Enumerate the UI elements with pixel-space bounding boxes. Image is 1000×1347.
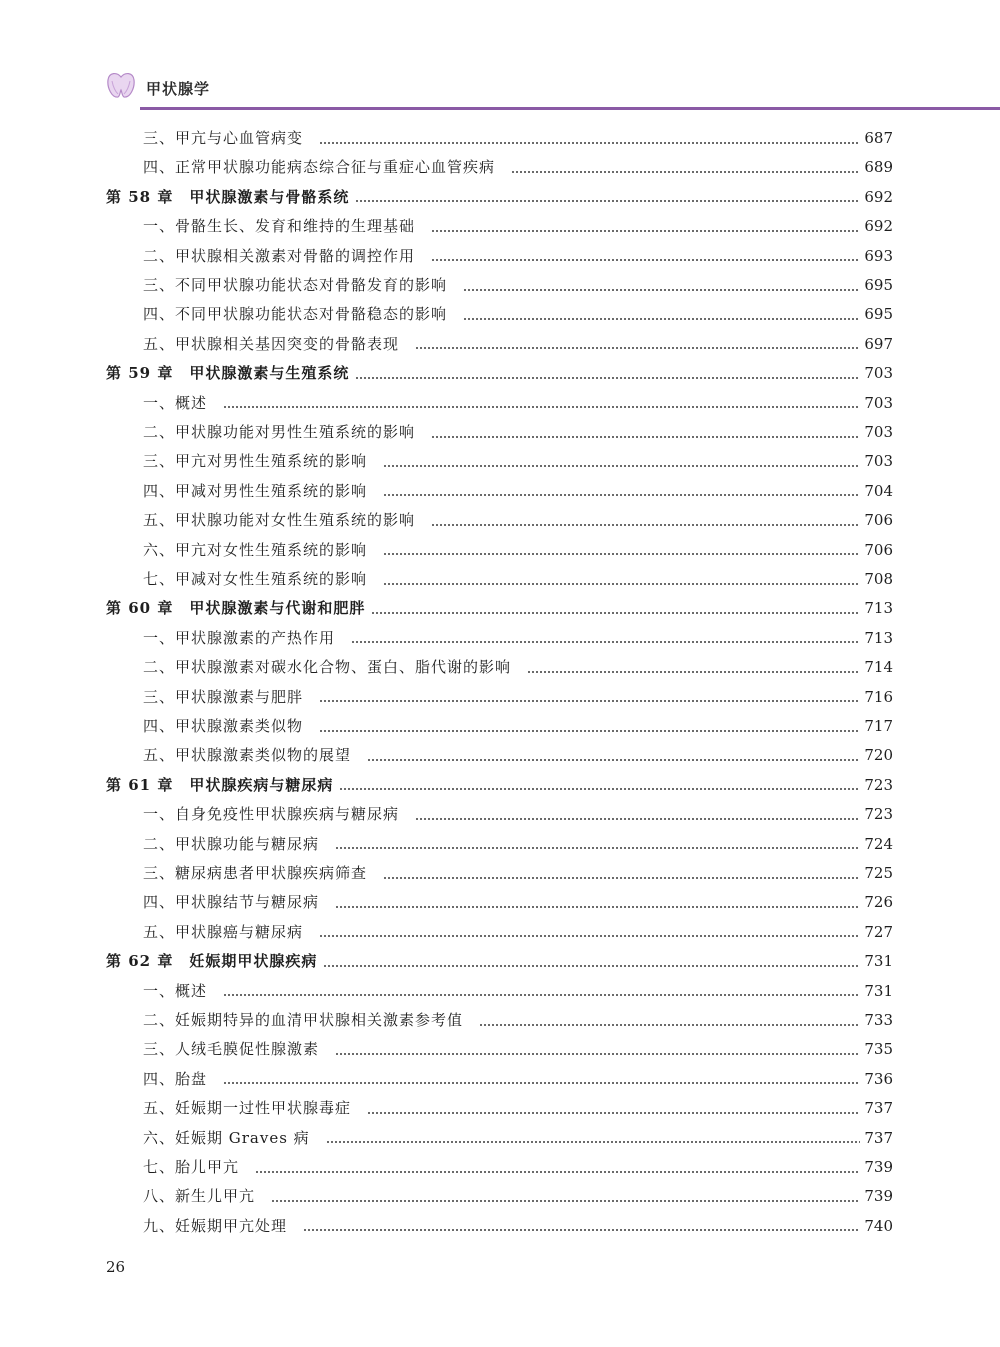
toc-entry-title: 三、糖尿病患者甲状腺疾病筛查 bbox=[143, 864, 368, 882]
dot-leader bbox=[383, 553, 860, 555]
toc-entry-page: 737 bbox=[864, 1099, 893, 1118]
dot-leader bbox=[223, 994, 860, 996]
toc-entry-page: 706 bbox=[864, 540, 893, 559]
toc-entry-title: 一、概述 bbox=[143, 981, 208, 1000]
toc-entry-title: 七、甲减对女性生殖系统的影响 bbox=[143, 570, 368, 588]
toc-entry-title: 三、甲亢对男性生殖系统的影响 bbox=[143, 452, 368, 471]
dot-leader bbox=[351, 641, 860, 643]
toc-entry-title: 六、甲亢对女性生殖系统的影响 bbox=[143, 540, 368, 559]
toc-entry-page: 708 bbox=[864, 570, 893, 588]
dot-leader bbox=[323, 965, 860, 967]
toc-section-entry bbox=[143, 1124, 893, 1153]
toc-entry-title: 四、不同甲状腺功能状态对骨骼稳态的影响 bbox=[143, 305, 448, 324]
toc-section-entry bbox=[143, 418, 893, 447]
dot-leader bbox=[511, 171, 860, 173]
toc-entry-page: 703 bbox=[864, 393, 893, 412]
dot-leader bbox=[319, 935, 860, 937]
toc-entry-page: 725 bbox=[864, 864, 893, 882]
toc-entry-title: 一、甲状腺激素的产热作用 bbox=[143, 628, 336, 647]
toc-section-entry bbox=[143, 242, 893, 271]
toc-entry-page: 723 bbox=[864, 775, 893, 794]
dot-leader bbox=[335, 1053, 860, 1055]
dot-leader bbox=[271, 1200, 860, 1202]
toc-section-entry bbox=[143, 683, 893, 712]
toc-entry-page: 706 bbox=[864, 511, 893, 530]
dot-leader bbox=[415, 818, 860, 820]
toc-entry-page: 687 bbox=[864, 129, 893, 147]
toc-entry-page: 695 bbox=[864, 276, 893, 294]
toc-section-entry bbox=[143, 124, 893, 153]
toc-chapter-entry bbox=[106, 359, 893, 388]
toc-entry-page: 704 bbox=[864, 481, 893, 500]
dot-leader bbox=[431, 230, 860, 232]
toc-section-entry bbox=[143, 830, 893, 859]
toc-entry-title: 九、妊娠期甲亢处理 bbox=[143, 1216, 288, 1235]
toc-entry-page: 692 bbox=[864, 217, 893, 236]
dot-leader bbox=[319, 730, 860, 732]
toc-entry-page: 727 bbox=[864, 922, 893, 941]
toc-entry-page: 726 bbox=[864, 893, 893, 912]
toc-chapter-entry bbox=[106, 594, 893, 623]
toc-section-entry bbox=[143, 506, 893, 535]
book-title: 甲状腺学 bbox=[146, 80, 211, 98]
dot-leader bbox=[527, 671, 860, 673]
toc-section-entry bbox=[143, 271, 893, 300]
toc-section-entry bbox=[143, 1212, 893, 1241]
toc-section-entry bbox=[143, 1006, 893, 1035]
toc-entry-title: 五、甲状腺癌与糖尿病 bbox=[143, 922, 304, 941]
toc-entry-title: 二、妊娠期特异的血清甲状腺相关激素参考值 bbox=[143, 1011, 464, 1029]
toc-section-entry bbox=[143, 565, 893, 594]
toc-entry-title: 四、甲状腺激素类似物 bbox=[143, 717, 304, 735]
dot-leader bbox=[223, 406, 860, 408]
toc-entry-page: 731 bbox=[864, 952, 893, 971]
toc-entry-title: 一、概述 bbox=[143, 393, 208, 412]
thyroid-logo-icon bbox=[103, 68, 139, 104]
dot-leader bbox=[479, 1024, 860, 1026]
page-number: 26 bbox=[106, 1258, 126, 1276]
dot-leader bbox=[367, 1112, 860, 1114]
toc-entry-title: 三、不同甲状腺功能状态对骨骼发育的影响 bbox=[143, 276, 448, 294]
toc-entry-title: 五、甲状腺功能对女性生殖系统的影响 bbox=[143, 511, 416, 530]
toc-entry-page: 739 bbox=[864, 1187, 893, 1206]
dot-leader bbox=[319, 700, 860, 702]
toc-section-entry bbox=[143, 1035, 893, 1064]
toc-section-entry bbox=[143, 1182, 893, 1211]
toc-section-entry bbox=[143, 477, 893, 506]
dot-leader bbox=[319, 142, 860, 144]
dot-leader bbox=[383, 465, 860, 467]
toc-entry-page: 697 bbox=[864, 334, 893, 353]
toc-entry-title: 六、妊娠期 Graves 病 bbox=[143, 1128, 310, 1147]
toc-entry-page: 695 bbox=[864, 305, 893, 324]
dot-leader bbox=[383, 583, 860, 585]
dot-leader bbox=[367, 759, 860, 761]
dot-leader bbox=[335, 906, 860, 908]
toc-entry-title: 三、人绒毛膜促性腺激素 bbox=[143, 1040, 320, 1059]
toc-entry-page: 692 bbox=[864, 187, 893, 206]
dot-leader bbox=[335, 847, 860, 849]
toc-chapter-entry bbox=[106, 771, 893, 800]
dot-leader bbox=[255, 1171, 860, 1173]
toc-chapter-entry bbox=[106, 947, 893, 976]
dot-leader bbox=[303, 1229, 860, 1231]
toc-section-entry bbox=[143, 536, 893, 565]
toc-entry-page: 716 bbox=[864, 687, 893, 706]
toc-entry-page: 713 bbox=[864, 599, 893, 618]
toc-entry-title: 第 60 章 甲状腺激素与代谢和肥胖 bbox=[106, 599, 366, 618]
toc-entry-title: 第 62 章 妊娠期甲状腺疾病 bbox=[106, 952, 318, 971]
toc-section-entry bbox=[143, 859, 893, 888]
toc-entry-title: 七、胎儿甲亢 bbox=[143, 1158, 240, 1176]
toc-section-entry bbox=[143, 624, 893, 653]
toc-entry-page: 739 bbox=[864, 1158, 893, 1176]
toc-section-entry bbox=[143, 800, 893, 829]
toc-section-entry bbox=[143, 1065, 893, 1094]
toc-entry-title: 四、正常甲状腺功能病态综合征与重症心血管疾病 bbox=[143, 158, 496, 177]
dot-leader bbox=[339, 788, 860, 790]
toc-section-entry bbox=[143, 653, 893, 682]
toc-entry-page: 731 bbox=[864, 981, 893, 1000]
toc-entry-page: 720 bbox=[864, 746, 893, 765]
toc-entry-title: 三、甲状腺激素与肥胖 bbox=[143, 687, 304, 706]
toc-section-entry bbox=[143, 300, 893, 329]
toc-entry-title: 第 59 章 甲状腺激素与生殖系统 bbox=[106, 364, 350, 383]
toc-entry-title: 二、甲状腺功能对男性生殖系统的影响 bbox=[143, 423, 416, 441]
toc-entry-title: 二、甲状腺相关激素对骨骼的调控作用 bbox=[143, 246, 416, 265]
toc-entry-page: 714 bbox=[864, 658, 893, 677]
toc-section-entry bbox=[143, 153, 893, 182]
toc-section-entry bbox=[143, 389, 893, 418]
toc-entry-page: 735 bbox=[864, 1040, 893, 1059]
dot-leader bbox=[431, 259, 860, 261]
dot-leader bbox=[371, 612, 860, 614]
toc-chapter-entry bbox=[106, 183, 893, 212]
toc-entry-page: 733 bbox=[864, 1011, 893, 1029]
dot-leader bbox=[383, 494, 860, 496]
toc-entry-title: 八、新生儿甲亢 bbox=[143, 1187, 256, 1206]
toc-entry-title: 四、甲状腺结节与糖尿病 bbox=[143, 893, 320, 912]
toc-entry-page: 703 bbox=[864, 452, 893, 471]
toc-entry-title: 第 61 章 甲状腺疾病与糖尿病 bbox=[106, 775, 334, 794]
toc-entry-page: 703 bbox=[864, 364, 893, 383]
toc-entry-title: 三、甲亢与心血管病变 bbox=[143, 129, 304, 147]
toc-section-entry bbox=[143, 447, 893, 476]
toc-section-entry bbox=[143, 330, 893, 359]
toc-entry-title: 五、甲状腺相关基因突变的骨骼表现 bbox=[143, 334, 400, 353]
toc-section-entry bbox=[143, 1153, 893, 1182]
toc-entry-title: 第 58 章 甲状腺激素与骨骼系统 bbox=[106, 187, 350, 206]
toc-section-entry bbox=[143, 212, 893, 241]
toc-entry-title: 二、甲状腺功能与糖尿病 bbox=[143, 834, 320, 853]
toc-entry-page: 736 bbox=[864, 1069, 893, 1088]
toc-entry-title: 四、甲减对男性生殖系统的影响 bbox=[143, 481, 368, 500]
toc-entry-page: 737 bbox=[864, 1128, 893, 1147]
toc-entry-title: 五、妊娠期一过性甲状腺毒症 bbox=[143, 1099, 352, 1118]
dot-leader bbox=[355, 200, 860, 202]
dot-leader bbox=[463, 289, 860, 291]
dot-leader bbox=[355, 377, 860, 379]
toc-section-entry bbox=[143, 977, 893, 1006]
toc-entry-title: 二、甲状腺激素对碳水化合物、蛋白、脂代谢的影响 bbox=[143, 658, 512, 677]
dot-leader bbox=[383, 877, 860, 879]
running-header bbox=[0, 60, 1000, 116]
toc-entry-title: 一、自身免疫性甲状腺疾病与糖尿病 bbox=[143, 805, 400, 824]
toc-entry-page: 723 bbox=[864, 805, 893, 824]
header-rule bbox=[140, 107, 1000, 110]
dot-leader bbox=[431, 436, 860, 438]
dot-leader bbox=[431, 524, 860, 526]
toc-section-entry bbox=[143, 741, 893, 770]
toc-section-entry bbox=[143, 712, 893, 741]
toc-entry-page: 693 bbox=[864, 246, 893, 265]
toc-entry-title: 五、甲状腺激素类似物的展望 bbox=[143, 746, 352, 765]
toc-entry-page: 713 bbox=[864, 628, 893, 647]
dot-leader bbox=[463, 318, 860, 320]
toc-entry-page: 740 bbox=[864, 1216, 893, 1235]
toc-entry-page: 689 bbox=[864, 158, 893, 177]
dot-leader bbox=[415, 347, 860, 349]
toc-entry-page: 724 bbox=[864, 834, 893, 853]
toc-section-entry bbox=[143, 888, 893, 917]
toc-entry-title: 一、骨骼生长、发育和维持的生理基础 bbox=[143, 217, 416, 236]
toc-entry-page: 717 bbox=[864, 717, 893, 735]
toc-entry-title: 四、胎盘 bbox=[143, 1069, 208, 1088]
dot-leader bbox=[326, 1141, 861, 1143]
toc-entry-page: 703 bbox=[864, 423, 893, 441]
dot-leader bbox=[223, 1082, 860, 1084]
toc-section-entry bbox=[143, 1094, 893, 1123]
toc-section-entry bbox=[143, 918, 893, 947]
